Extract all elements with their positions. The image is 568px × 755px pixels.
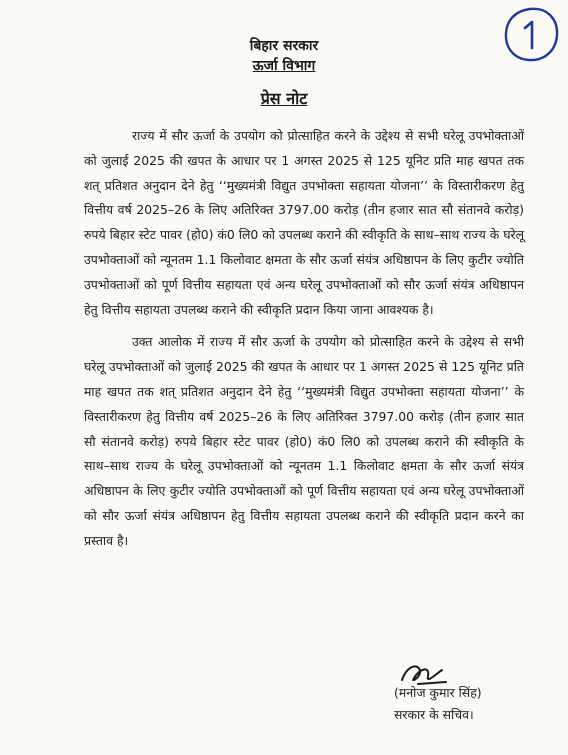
signature-block [394, 682, 482, 726]
paragraph-1: राज्य में सौर ऊर्जा के उपयोग को प्रोत्साहित करने के उद्देश्य से सभी घरेलू उपभोक्ताओं को जुलाई 2025 की खपत के आधार पर 1 अगस्त 2025 से 125 यूनिट प्रति माह खपत तक शत् प्रतिशत अनुदान देने हेतु ‘‘मुख्यमंत्री विद्युत उपभोक्ता सहायता योजना’’ के विस्तारीकरण हेतु वित्तीय वर्ष 2025–26 के लिए अतिरिक्त 3797.00 करोड़ (तीन हजार सात सौ संतानवे करोड़) रुपये बिहार स्टेट पावर (हो0) कं0 लि0 को उपलब्ध कराने की स्वीकृति के साथ–साथ राज्य के घरेलू उपभोक्ताओं को न्यूनतम 1.1 किलोवाट क्षमता के सौर ऊर्जा संयंत्र अधिष्ठापन के लिए कुटीर ज्योति उपभोक्ताओं को पूर्ण वित्तीय सहायता एवं अन्य घरेलू उपभोक्ताओं को सौर ऊर्जा संयंत्र अधिष्ठापन हेतु वित्तीय सहायता उपलब्ध कराने की स्वीकृति प्रदान किया जाना आवश्यक है। [84, 128, 524, 317]
department-name [0, 56, 568, 76]
signatory-designation: सरकार के सचिव। [394, 707, 474, 722]
paragraph-2: उक्त आलोक में राज्य में सौर ऊर्जा के उपयोग को प्रोत्साहित करने के उद्देश्य से सभी घरेलू उपभोक्ताओं को जुलाई 2025 की खपत के आधार पर 1 अगस्त 2025 से 125 यूनिट प्रति माह खपत तक शत् प्रतिशत अनुदान देने हेतु ‘‘मुख्यमंत्री विद्युत उपभोक्ता सहायता योजना’’ के विस्तारीकरण हेतु वित्तीय वर्ष 2025–26 के लिए अतिरिक्त 3797.00 करोड़ (तीन हजार सात सौ संतानवे करोड़) रुपये बिहार स्टेट पावर (हो0) कं0 लि0 को उपलब्ध कराने की स्वीकृति के साथ–साथ राज्य के घरेलू उपभोक्ताओं को न्यूनतम 1.1 किलोवाट क्षमता के सौर ऊर्जा संयंत्र अधिष्ठापन के लिए कुटीर ज्योति उपभोक्ताओं को पूर्ण वित्तीय सहायता एवं अन्य घरेलू उपभोक्ताओं को सौर ऊर्जा संयंत्र अधिष्ठापन हेतु वित्तीय सहायता उपलब्ध कराने की स्वीकृति प्रदान करने का प्रस्ताव है। [84, 334, 524, 548]
department-name-text: ऊर्जा विभाग [252, 58, 316, 74]
document-title: प्रेस नोट [260, 89, 308, 108]
document-body [84, 124, 524, 562]
document-header [0, 36, 568, 110]
government-name: बिहार सरकार [249, 38, 319, 54]
signatory-name: (मनोज कुमार सिंह) [394, 685, 482, 700]
